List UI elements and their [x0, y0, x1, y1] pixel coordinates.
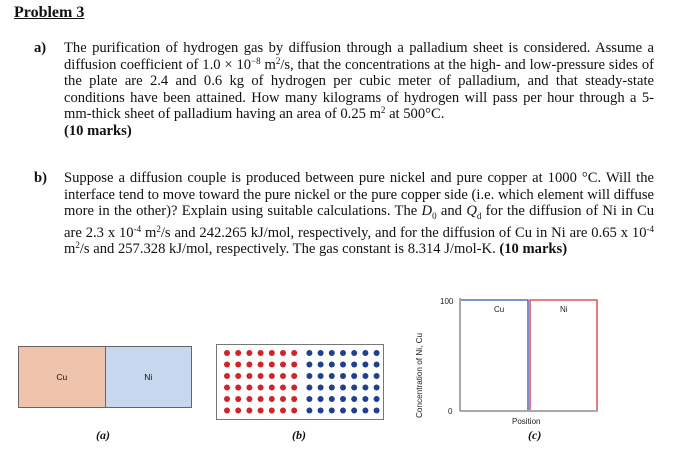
ni-atom [340, 385, 346, 391]
part-b-s3: m [141, 224, 157, 241]
ni-atom [374, 408, 380, 414]
part-b-s5: m [64, 241, 76, 258]
figure-c-caption: (c) [528, 428, 542, 442]
cu-atom [235, 385, 241, 391]
ni-atom [329, 385, 335, 391]
ni-atom [351, 396, 357, 402]
ni-atom [362, 362, 368, 368]
ni-atom [362, 385, 368, 391]
ni-atom [318, 408, 324, 414]
part-a-label: a) [34, 40, 47, 56]
ni-atom [351, 373, 357, 379]
cu-atom [246, 408, 252, 414]
part-a-pre: The purification of hydrogen gas by diffusion through a palladium sheet is considered. Assume a diffusion coefficient of 1.0 × 10 [64, 40, 654, 73]
figure-a-ni-block [106, 347, 192, 407]
diffusion-couple-figure [0, 290, 700, 450]
cu-atom [269, 385, 275, 391]
figure-b-atoms [216, 344, 384, 420]
cu-atom [235, 408, 241, 414]
ni-atom [351, 385, 357, 391]
ni-atom [318, 396, 324, 402]
ni-atom [329, 396, 335, 402]
ni-atom [362, 408, 368, 414]
ni-atom [374, 350, 380, 356]
cu-atom [291, 373, 297, 379]
ni-atom [340, 350, 346, 356]
ni-atom [374, 362, 380, 368]
ni-atom [340, 408, 346, 414]
ni-atom [306, 350, 312, 356]
cu-atom [280, 350, 286, 356]
cu-atom [269, 362, 275, 368]
ni-atom [329, 350, 335, 356]
cu-atom [235, 350, 241, 356]
figure-c-ni-profile [530, 300, 597, 410]
cu-atom [246, 385, 252, 391]
part-a-mid1: m [260, 56, 276, 73]
part-b-d0-sub: 0 [432, 211, 437, 222]
part-b-text [64, 170, 654, 258]
figure-c-y-axis-label: Concentration of Ni, Cu [415, 332, 424, 418]
ni-atom [329, 373, 335, 379]
part-a-sup1: −8 [251, 55, 261, 66]
part-b-s4: /s and 242.265 kJ/mol, respectively, and for the diffusion of Cu in Ni are 0.65 x 10 [160, 224, 647, 241]
part-a-text [64, 40, 654, 140]
cu-atom [235, 373, 241, 379]
ni-atom [362, 350, 368, 356]
cu-atom [235, 396, 241, 402]
figure-c-ni-label: Ni [560, 305, 568, 314]
cu-atom [224, 350, 230, 356]
cu-atom [246, 373, 252, 379]
ni-atom [340, 362, 346, 368]
cu-atom [258, 362, 264, 368]
ni-atom [374, 396, 380, 402]
cu-atom [235, 362, 241, 368]
figure-b-caption: (b) [292, 428, 306, 442]
cu-atom [291, 362, 297, 368]
cu-atom [246, 396, 252, 402]
ni-atom [374, 373, 380, 379]
cu-atom [246, 362, 252, 368]
ni-atom [306, 362, 312, 368]
figure-c-x-axis-label: Position [512, 417, 541, 426]
figure-a-cu-label: Cu [56, 372, 68, 382]
figure-c-cu-profile [461, 300, 528, 410]
ni-atom [362, 373, 368, 379]
ni-atom [329, 408, 335, 414]
cu-atom [280, 373, 286, 379]
part-b-sup-a: -4 [133, 223, 142, 234]
cu-atom [291, 408, 297, 414]
cu-atom [258, 408, 264, 414]
part-b-s6: /s and 257.328 kJ/mol, respectively. The gas constant is 8.314 J/mol-K. [79, 241, 500, 258]
ni-atom [306, 385, 312, 391]
figure-c-profile [404, 290, 604, 450]
figure-c-y-bottom-tick: 0 [448, 407, 453, 416]
part-a-tail: at 500°C. [385, 106, 445, 123]
figure-a-couple [18, 346, 192, 408]
cu-atom [280, 362, 286, 368]
problem-title: Problem 3 [14, 4, 85, 21]
cu-atom [291, 396, 297, 402]
part-b-marks: (10 marks) [499, 241, 568, 258]
part-b-label: b) [34, 170, 47, 186]
cu-atom [269, 373, 275, 379]
figure-a-caption: (a) [96, 428, 110, 442]
cu-atom [280, 396, 286, 402]
part-b-and: and [436, 203, 467, 220]
ni-atom [318, 350, 324, 356]
ni-atom [340, 396, 346, 402]
part-b-d0: D [421, 203, 433, 220]
part-b [34, 170, 654, 258]
ni-atom [351, 362, 357, 368]
cu-atom [258, 385, 264, 391]
cu-atom [246, 350, 252, 356]
part-a-post: /s, that the concentrations at the high- and low-pressure sides of the plate are 2.4 and 0.6 kg of hydrogen per cubic meter of palladium, and that steady-state conditions have been attained. How many kilograms of hydrogen will pass per hour through a 5-mm-thick sheet of palladium having an area of 0.25 m [64, 56, 654, 123]
part-a-sup3: 2 [380, 105, 386, 116]
cu-atom [258, 373, 264, 379]
part-b-qd-sub: d [476, 211, 482, 222]
cu-atom [280, 408, 286, 414]
ni-atom [318, 373, 324, 379]
ni-atom [306, 373, 312, 379]
figure-c-plot [404, 290, 604, 450]
cu-atom [224, 408, 230, 414]
cu-atom [258, 396, 264, 402]
ni-atom [306, 396, 312, 402]
cu-atom [280, 385, 286, 391]
part-b-qd: Q [466, 203, 477, 220]
cu-atom [291, 385, 297, 391]
part-b-s2: for the diffusion of Ni in Cu are 2.3 x 10 [64, 203, 654, 241]
cu-atom [291, 350, 297, 356]
figure-b-atom-grid [217, 345, 383, 419]
part-a [34, 40, 654, 140]
ni-atom [351, 408, 357, 414]
ni-atom [306, 408, 312, 414]
cu-atom [269, 396, 275, 402]
figure-c-cu-label: Cu [494, 305, 505, 314]
part-a-marks: (10 marks) [64, 122, 132, 139]
cu-atom [224, 373, 230, 379]
cu-atom [258, 350, 264, 356]
ni-atom [318, 385, 324, 391]
figure-a-ni-label: Ni [144, 372, 153, 382]
cu-atom [224, 385, 230, 391]
ni-atom [329, 362, 335, 368]
cu-atom [224, 396, 230, 402]
figure-a-cu-block [19, 347, 106, 407]
part-b-sup-c: -4 [646, 223, 654, 234]
cu-atom [269, 350, 275, 356]
part-a-sup2: 2 [275, 55, 281, 66]
ni-atom [318, 362, 324, 368]
cu-atom [224, 362, 230, 368]
part-b-s1: Suppose a diffusion couple is produced between pure nickel and pure copper at 1000 °C. Will the interface tend to move toward the pure nickel or the pure copper side (i.e. which element will diffuse more in the other)? Explain using suitable calculations. The [64, 170, 654, 220]
part-b-sup-b: 2 [156, 223, 161, 234]
part-b-sup-d: 2 [75, 240, 80, 251]
ni-atom [351, 350, 357, 356]
cu-atom [269, 408, 275, 414]
ni-atom [362, 396, 368, 402]
figure-c-y-top-tick: 100 [440, 297, 454, 306]
ni-atom [374, 385, 380, 391]
ni-atom [340, 373, 346, 379]
